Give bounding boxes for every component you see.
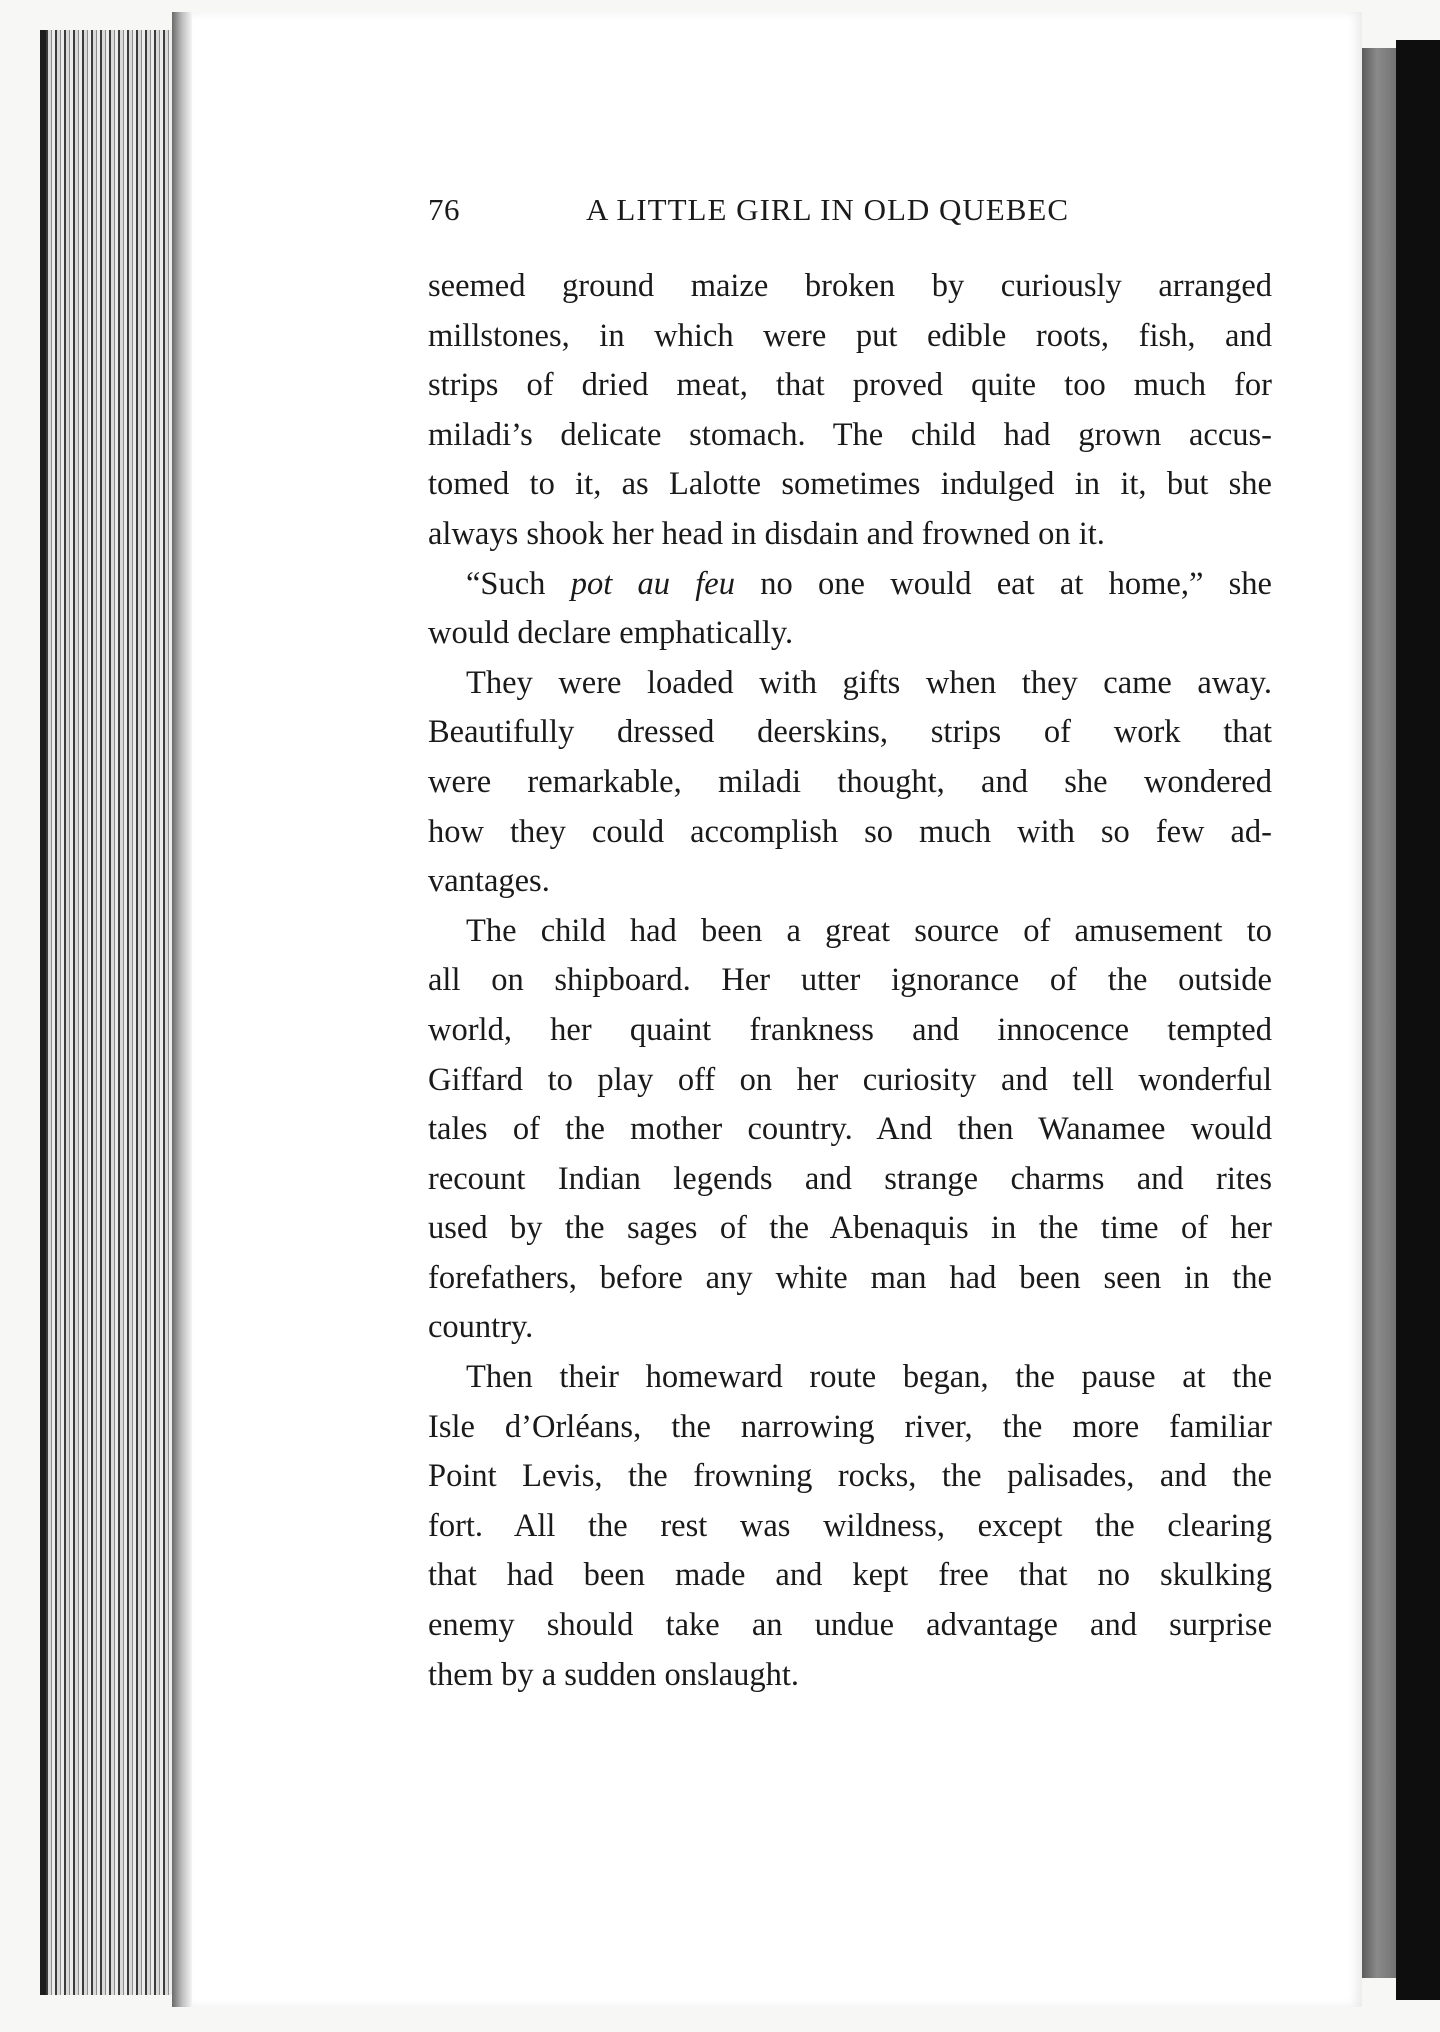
paragraph — [428, 1353, 1272, 1700]
text-line: Point Levis, the frowning rocks, the palisades, and the — [428, 1458, 1272, 1495]
text-line: would declare emphatically. — [428, 615, 794, 652]
text-line — [428, 560, 1272, 610]
text-line: tomed to it, as Lalotte sometimes indulged in it, but she — [428, 466, 1272, 503]
text-line: Isle d’Orléans, the narrowing river, the more familiar — [428, 1408, 1272, 1445]
text-line: tales of the mother country. And then Wanamee would — [428, 1111, 1272, 1148]
text-line: enemy should take an undue advantage and surprise — [428, 1607, 1272, 1644]
page-number: 76 — [428, 192, 460, 227]
text-line: The child had been a great source of amusement to — [466, 912, 1272, 949]
text-line: strips of dried meat, that proved quite too much for — [428, 367, 1272, 404]
text-line: them by a sudden onslaught. — [428, 1656, 799, 1693]
text-line: how they could accomplish so much with so few ad- — [428, 813, 1272, 850]
text-segment: “Such — [466, 565, 571, 602]
text-line: Then their homeward route began, the pause at the — [466, 1359, 1272, 1396]
body-text — [428, 262, 1272, 1700]
text-line: all on shipboard. Her utter ignorance of the outside — [428, 962, 1272, 999]
text-line: forefathers, before any white man had been seen in the — [428, 1259, 1272, 1296]
text-line: Giffard to play off on her curiosity and tell wonderful — [428, 1061, 1272, 1098]
book-title: A LITTLE GIRL IN OLD QUEBEC — [586, 192, 1070, 227]
text-line: millstones, in which were put edible roots, fish, and — [428, 317, 1272, 354]
text-line: Beautifully dressed deerskins, strips of work that — [428, 714, 1272, 751]
text-segment: no one would eat at home,” she — [734, 565, 1272, 602]
text-line: were remarkable, miladi thought, and she wondered — [428, 763, 1272, 800]
text-line: seemed ground maize broken by curiously arranged — [428, 268, 1272, 304]
paragraph — [428, 262, 1272, 560]
italic-phrase: pot au feu — [570, 565, 735, 602]
running-head — [428, 192, 1128, 242]
text-line: that had been made and kept free that no skulking — [428, 1557, 1272, 1594]
text-line: world, her quaint frankness and innocence tempted — [428, 1011, 1272, 1048]
paragraph — [428, 659, 1272, 907]
book-cover-edge — [1396, 40, 1440, 2000]
book-binding-edge — [1362, 48, 1400, 1978]
text-line: country. — [428, 1309, 534, 1346]
text-line: recount Indian legends and strange charms and rites — [428, 1160, 1272, 1197]
text-line: vantages. — [428, 863, 550, 900]
text-line: They were loaded with gifts when they came away. — [466, 664, 1272, 701]
page-gutter-shadow — [172, 12, 194, 2007]
text-line: always shook her head in disdain and frowned on it. — [428, 515, 1105, 552]
paragraph — [428, 907, 1272, 1353]
paragraph — [428, 560, 1272, 659]
text-line: fort. All the rest was wildness, except the clearing — [428, 1507, 1272, 1544]
text-line: used by the sages of the Abenaquis in the time of her — [428, 1210, 1272, 1247]
text-line: miladi’s delicate stomach. The child had grown accus- — [428, 416, 1272, 453]
